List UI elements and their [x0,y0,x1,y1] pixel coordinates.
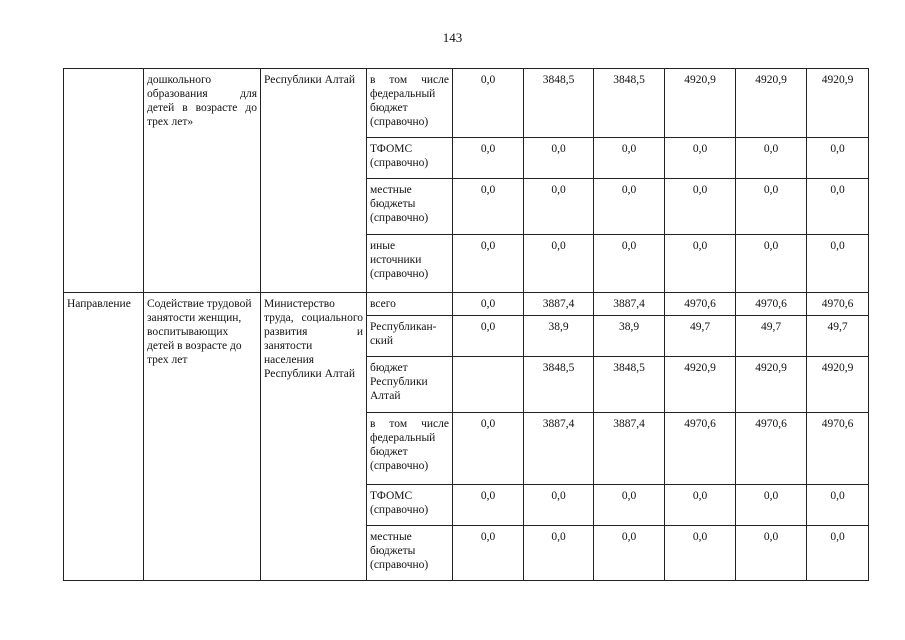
value-cell: 0,0 [453,293,524,316]
value-cell: 4970,6 [807,413,869,485]
value-cell: 0,0 [453,69,524,138]
value-cell: 0,0 [453,485,524,526]
value-cell: 4970,6 [807,293,869,316]
direction-cell: Направление [64,293,144,581]
value-cell: 0,0 [524,485,594,526]
value-cell: 3848,5 [524,357,594,413]
source-cell: бюджет Республики Алтай [367,357,453,413]
value-cell: 38,9 [524,316,594,357]
source-cell: всего [367,293,453,316]
value-cell: 38,9 [594,316,665,357]
direction-cell [64,69,144,293]
value-cell: 0,0 [453,138,524,179]
source-cell: иные источники (справочно) [367,235,453,293]
value-cell: 0,0 [736,485,807,526]
value-cell: 0,0 [453,316,524,357]
value-cell: 0,0 [807,235,869,293]
value-cell: 0,0 [736,138,807,179]
value-cell: 4920,9 [807,357,869,413]
value-cell: 4970,6 [665,293,736,316]
source-cell: ТФОМС (справочно) [367,485,453,526]
value-cell: 0,0 [453,526,524,581]
value-cell: 0,0 [736,179,807,235]
table-row [64,293,869,316]
source-cell: местные бюджеты (справочно) [367,179,453,235]
source-cell: в том числе федеральный бюджет (справочно) [367,69,453,138]
value-cell: 0,0 [594,235,665,293]
value-cell: 0,0 [665,179,736,235]
source-cell: местные бюджеты (справочно) [367,526,453,581]
value-cell: 0,0 [736,526,807,581]
value-cell: 0,0 [665,138,736,179]
value-cell: 0,0 [665,526,736,581]
value-cell: 3848,5 [594,69,665,138]
value-cell: 0,0 [453,413,524,485]
value-cell: 0,0 [524,526,594,581]
source-cell: ТФОМС (справочно) [367,138,453,179]
value-cell: 3848,5 [524,69,594,138]
value-cell: 49,7 [807,316,869,357]
budget-table [63,68,869,581]
value-cell: 4970,6 [736,413,807,485]
page-number: 143 [442,30,463,45]
value-cell: 0,0 [665,235,736,293]
value-cell: 0,0 [807,179,869,235]
value-cell: 4920,9 [807,69,869,138]
executor-cell: Министерство труда, социального развития и занятости населения Республики Алтай [261,293,367,581]
value-cell: 3887,4 [594,413,665,485]
value-cell: 3887,4 [524,293,594,316]
measure-name-cell: дошкольного образования для детей в возрасте до трех лет» [144,69,261,293]
value-cell: 0,0 [665,485,736,526]
value-cell: 0,0 [594,485,665,526]
source-cell: Республикан-ский [367,316,453,357]
value-cell: 3848,5 [594,357,665,413]
source-cell: в том числе федеральный бюджет (справочно) [367,413,453,485]
value-cell: 0,0 [594,179,665,235]
value-cell: 49,7 [665,316,736,357]
value-cell: 0,0 [453,179,524,235]
value-cell: 0,0 [807,138,869,179]
value-cell: 0,0 [524,179,594,235]
value-cell: 0,0 [453,235,524,293]
value-cell: 3887,4 [594,293,665,316]
table-row [64,69,869,138]
value-cell: 4920,9 [736,357,807,413]
value-cell: 4920,9 [665,357,736,413]
value-cell: 3887,4 [524,413,594,485]
value-cell: 0,0 [524,235,594,293]
value-cell: 0,0 [807,485,869,526]
value-cell: 0,0 [594,526,665,581]
executor-cell: Республики Алтай [261,69,367,293]
value-cell: 4920,9 [736,69,807,138]
value-cell: 0,0 [807,526,869,581]
value-cell: 4970,6 [736,293,807,316]
value-cell [453,357,524,413]
value-cell: 0,0 [594,138,665,179]
value-cell: 4920,9 [665,69,736,138]
value-cell: 0,0 [524,138,594,179]
value-cell: 4970,6 [665,413,736,485]
value-cell: 0,0 [736,235,807,293]
measure-name-cell: Содействие трудовой занятости женщин, воспитывающих детей в возрасте до трех лет [144,293,261,581]
value-cell: 49,7 [736,316,807,357]
